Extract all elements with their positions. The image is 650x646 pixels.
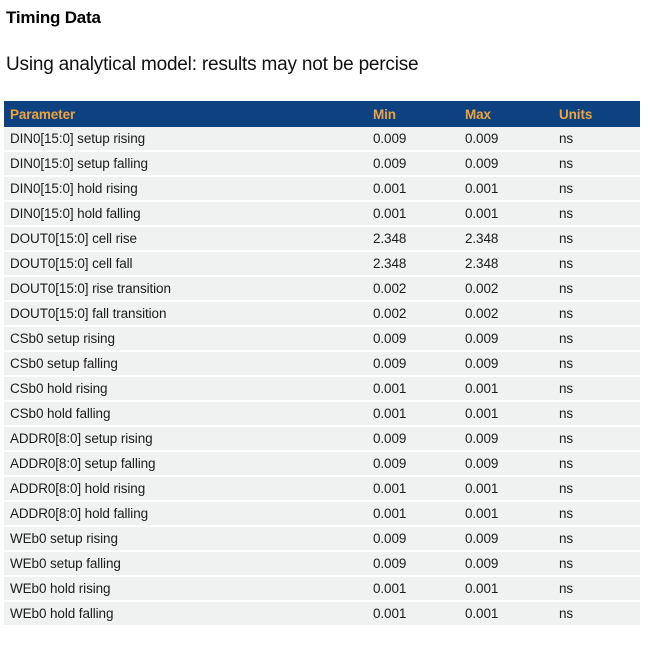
cell-min: 0.009 xyxy=(367,327,459,352)
cell-parameter: DOUT0[15:0] cell rise xyxy=(4,227,367,252)
cell-max: 0.002 xyxy=(459,302,553,327)
cell-min: 0.009 xyxy=(367,552,459,577)
table-row xyxy=(4,177,640,202)
cell-units: ns xyxy=(553,477,640,502)
header-row xyxy=(4,101,640,127)
table-row xyxy=(4,202,640,227)
table-row xyxy=(4,427,640,452)
cell-max: 0.001 xyxy=(459,402,553,427)
cell-parameter: DOUT0[15:0] cell fall xyxy=(4,252,367,277)
cell-min: 0.009 xyxy=(367,452,459,477)
column-header-units: Units xyxy=(553,101,640,127)
cell-min: 0.002 xyxy=(367,302,459,327)
cell-min: 2.348 xyxy=(367,227,459,252)
cell-parameter: CSb0 hold falling xyxy=(4,402,367,427)
cell-max: 0.001 xyxy=(459,602,553,627)
cell-units: ns xyxy=(553,127,640,152)
table-row xyxy=(4,127,640,152)
table-row xyxy=(4,502,640,527)
cell-max: 0.001 xyxy=(459,377,553,402)
cell-units: ns xyxy=(553,377,640,402)
cell-min: 0.001 xyxy=(367,602,459,627)
cell-min: 0.001 xyxy=(367,477,459,502)
table-row xyxy=(4,152,640,177)
cell-max: 0.009 xyxy=(459,352,553,377)
cell-max: 0.001 xyxy=(459,577,553,602)
cell-parameter: ADDR0[8:0] hold rising xyxy=(4,477,367,502)
cell-units: ns xyxy=(553,527,640,552)
cell-parameter: ADDR0[8:0] hold falling xyxy=(4,502,367,527)
cell-units: ns xyxy=(553,277,640,302)
cell-parameter: ADDR0[8:0] setup falling xyxy=(4,452,367,477)
cell-min: 0.009 xyxy=(367,352,459,377)
cell-parameter: DIN0[15:0] hold rising xyxy=(4,177,367,202)
table-row xyxy=(4,602,640,627)
cell-max: 0.009 xyxy=(459,552,553,577)
table-row xyxy=(4,277,640,302)
cell-max: 0.009 xyxy=(459,152,553,177)
cell-units: ns xyxy=(553,577,640,602)
column-header-min: Min xyxy=(367,101,459,127)
table-row xyxy=(4,302,640,327)
cell-min: 0.001 xyxy=(367,502,459,527)
cell-parameter: WEb0 hold rising xyxy=(4,577,367,602)
cell-min: 0.009 xyxy=(367,427,459,452)
cell-units: ns xyxy=(553,427,640,452)
cell-max: 0.002 xyxy=(459,277,553,302)
cell-parameter: DIN0[15:0] setup falling xyxy=(4,152,367,177)
cell-units: ns xyxy=(553,402,640,427)
cell-units: ns xyxy=(553,202,640,227)
table-row xyxy=(4,402,640,427)
cell-units: ns xyxy=(553,152,640,177)
cell-min: 0.002 xyxy=(367,277,459,302)
table-row xyxy=(4,577,640,602)
table-row xyxy=(4,477,640,502)
table-row xyxy=(4,352,640,377)
cell-parameter: DIN0[15:0] hold falling xyxy=(4,202,367,227)
cell-max: 0.009 xyxy=(459,427,553,452)
column-header-max: Max xyxy=(459,101,553,127)
cell-min: 0.001 xyxy=(367,577,459,602)
cell-units: ns xyxy=(553,452,640,477)
cell-parameter: WEb0 hold falling xyxy=(4,602,367,627)
cell-max: 0.009 xyxy=(459,327,553,352)
cell-max: 0.009 xyxy=(459,527,553,552)
cell-max: 0.001 xyxy=(459,477,553,502)
cell-min: 0.001 xyxy=(367,202,459,227)
table-row xyxy=(4,527,640,552)
cell-min: 0.009 xyxy=(367,152,459,177)
table-row xyxy=(4,252,640,277)
cell-min: 0.001 xyxy=(367,377,459,402)
cell-parameter: DIN0[15:0] setup rising xyxy=(4,127,367,152)
cell-parameter: WEb0 setup falling xyxy=(4,552,367,577)
timing-table-header xyxy=(4,101,640,127)
cell-units: ns xyxy=(553,327,640,352)
table-row xyxy=(4,377,640,402)
cell-max: 0.009 xyxy=(459,452,553,477)
timing-table-body xyxy=(4,127,640,627)
cell-units: ns xyxy=(553,552,640,577)
cell-units: ns xyxy=(553,602,640,627)
cell-min: 0.001 xyxy=(367,402,459,427)
cell-parameter: CSb0 hold rising xyxy=(4,377,367,402)
cell-units: ns xyxy=(553,502,640,527)
cell-max: 0.001 xyxy=(459,502,553,527)
table-row xyxy=(4,327,640,352)
cell-min: 2.348 xyxy=(367,252,459,277)
timing-data-table xyxy=(4,101,640,627)
cell-units: ns xyxy=(553,302,640,327)
cell-max: 2.348 xyxy=(459,252,553,277)
cell-units: ns xyxy=(553,352,640,377)
cell-min: 0.009 xyxy=(367,527,459,552)
cell-parameter: CSb0 setup falling xyxy=(4,352,367,377)
cell-parameter: WEb0 setup rising xyxy=(4,527,367,552)
cell-units: ns xyxy=(553,252,640,277)
table-row xyxy=(4,452,640,477)
cell-units: ns xyxy=(553,227,640,252)
cell-max: 0.009 xyxy=(459,127,553,152)
cell-parameter: CSb0 setup rising xyxy=(4,327,367,352)
cell-max: 0.001 xyxy=(459,202,553,227)
table-row xyxy=(4,552,640,577)
cell-parameter: DOUT0[15:0] rise transition xyxy=(4,277,367,302)
table-row xyxy=(4,227,640,252)
cell-max: 0.001 xyxy=(459,177,553,202)
page-subtitle: Using analytical model: results may not be percise xyxy=(6,54,419,75)
page-title: Timing Data xyxy=(6,8,101,27)
column-header-parameter: Parameter xyxy=(4,101,367,127)
cell-min: 0.001 xyxy=(367,177,459,202)
cell-parameter: ADDR0[8:0] setup rising xyxy=(4,427,367,452)
cell-min: 0.009 xyxy=(367,127,459,152)
cell-parameter: DOUT0[15:0] fall transition xyxy=(4,302,367,327)
cell-units: ns xyxy=(553,177,640,202)
cell-max: 2.348 xyxy=(459,227,553,252)
